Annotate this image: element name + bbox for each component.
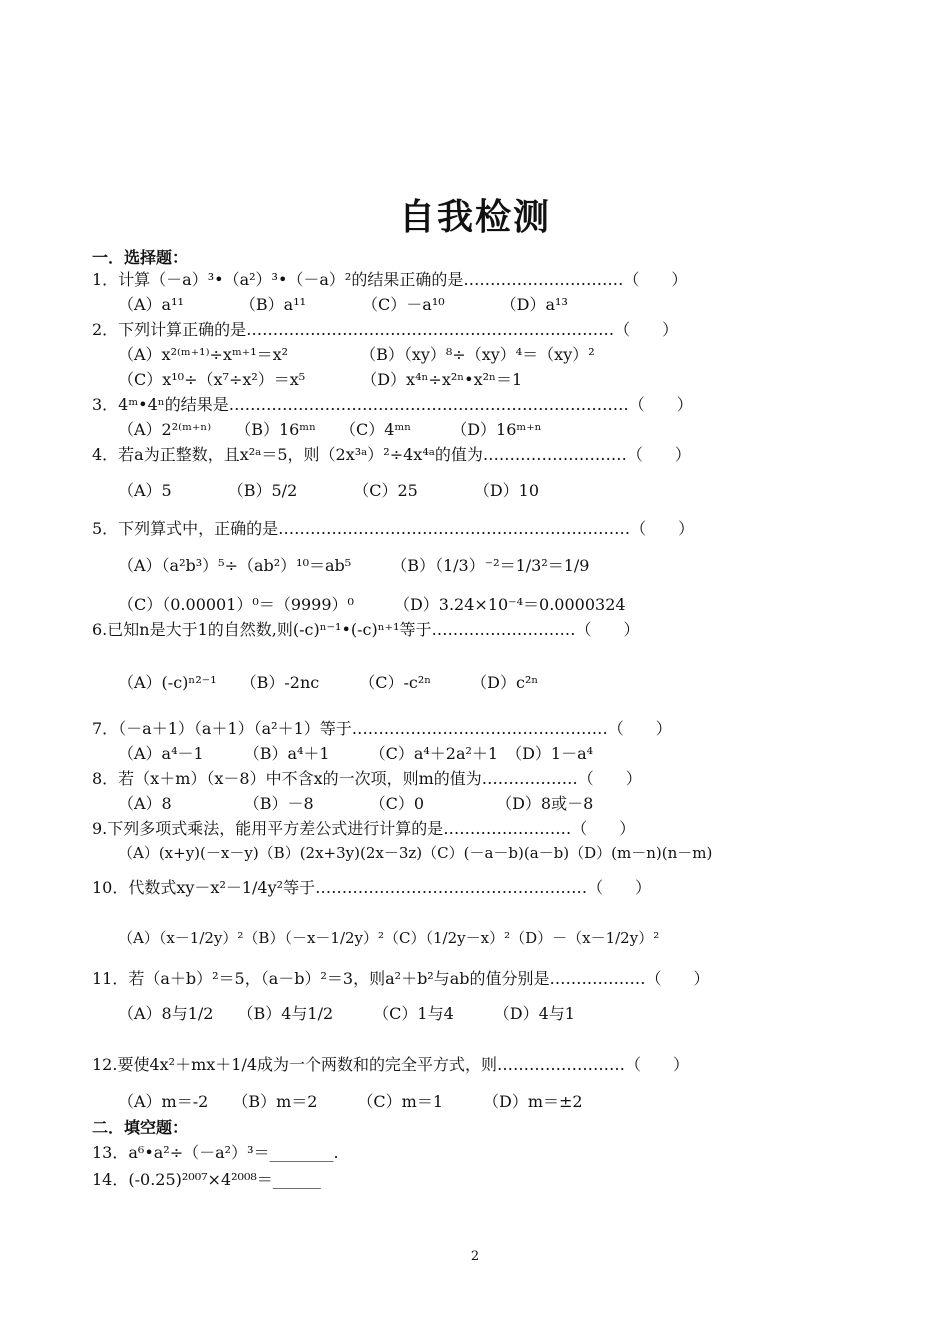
options-11: （A）8与1/2 （B）4与1/2 （C）1与4 （D）4与1 bbox=[118, 1004, 575, 1023]
options-1: （A）a¹¹ （B）a¹¹ （C）－a¹⁰ （D）a¹³ bbox=[118, 295, 568, 314]
section-heading-fill: 二．填空题： bbox=[92, 1118, 189, 1137]
options-4: （A）5 （B）5/2 （C）25 （D）10 bbox=[118, 481, 540, 500]
question-8: 8．若（x＋m）（x－8）中不含x的一次项，则m的值为………………（ ） bbox=[92, 769, 642, 788]
section-heading-choice: 一．选择题： bbox=[92, 248, 189, 267]
question-1: 1．计算（－a）³•（a²）³•（－a）²的结果正确的是…………………………（ ） bbox=[92, 270, 688, 289]
options-5b: （C）（0.00001）⁰＝（9999）⁰ （D）3.24×10⁻⁴＝0.0000324 bbox=[118, 595, 626, 614]
page-title: 自我检测 bbox=[398, 197, 551, 238]
question-6: 6.已知n是大于1的自然数,则(-c)ⁿ⁻¹•(-c)ⁿ⁺¹等于………………………（ ） bbox=[92, 620, 640, 639]
question-5: 5．下列算式中，正确的是…………………………………………………………（ ） bbox=[92, 519, 695, 538]
options-12: （A）m＝-2 （B）m＝2 （C）m＝1 （D）m＝±2 bbox=[118, 1092, 583, 1111]
question-12: 12.要使4x²＋mx＋1/4成为一个两数和的完全平方式，则……………………（ ） bbox=[92, 1055, 690, 1074]
page-number: 2 bbox=[470, 1249, 480, 1264]
question-9: 9.下列多项式乘法，能用平方差公式进行计算的是……………………（ ） bbox=[92, 819, 636, 838]
options-10: （A）（x－1/2y）²（B）（－x－1/2y）²（C）（1/2y－x）²（D）－（x－1/2y）² bbox=[118, 929, 660, 947]
question-13: 13．a⁶•a²÷（－a²）³＝________. bbox=[92, 1143, 339, 1162]
options-2a: （A）x²⁽ᵐ⁺¹⁾÷xᵐ⁺¹＝x² （B）（xy）⁸÷（xy）⁴＝（xy）² bbox=[118, 345, 595, 364]
question-4: 4．若a为正整数，且x²ᵃ＝5，则（2x³ᵃ）²÷4x⁴ᵃ的值为………………………（ ） bbox=[92, 445, 691, 464]
options-6: （A）(-c)ⁿ²⁻¹ （B）-2nc （C）-c²ⁿ （D）c²ⁿ bbox=[118, 673, 539, 692]
question-7: 7．（－a＋1）（a＋1）（a²＋1）等于…………………………………………（ ） bbox=[92, 719, 672, 738]
options-7: （A）a⁴－1 （B）a⁴＋1 （C）a⁴＋2a²＋1 （D）1－a⁴ bbox=[118, 744, 594, 763]
question-14: 14．(-0.25)²⁰⁰⁷×4²⁰⁰⁸＝______ bbox=[92, 1170, 321, 1189]
options-5a: （A）（a²b³）⁵÷（ab²）¹⁰＝ab⁵ （B）（1/3）⁻²＝1/3²＝1/9 bbox=[118, 556, 590, 575]
options-8: （A）8 （B）－8 （C）0 （D）8或－8 bbox=[118, 794, 594, 813]
options-9: （A）(x+y)(－x－y)（B）(2x+3y)(2x－3z)（C）(－a－b)(a－b)（D）(m－n)(n－m) bbox=[118, 844, 713, 862]
question-11: 11．若（a＋b）²＝5，（a－b）²＝3，则a²＋b²与ab的值分别是………………（ ） bbox=[92, 969, 710, 988]
question-3: 3．4ᵐ•4ⁿ的结果是…………………………………………………………………（ ） bbox=[92, 395, 693, 414]
question-2: 2．下列计算正确的是……………………………………………………………（ ） bbox=[92, 320, 679, 339]
question-10: 10．代数式xy－x²－1/4y²等于……………………………………………（ ） bbox=[92, 878, 652, 897]
options-3: （A）2²⁽ᵐ⁺ⁿ⁾ （B）16ᵐⁿ （C）4ᵐⁿ （D）16ᵐ⁺ⁿ bbox=[118, 420, 542, 439]
options-2b: （C）x¹⁰÷（x⁷÷x²）＝x⁵ （D）x⁴ⁿ÷x²ⁿ•x²ⁿ＝1 bbox=[118, 370, 523, 389]
